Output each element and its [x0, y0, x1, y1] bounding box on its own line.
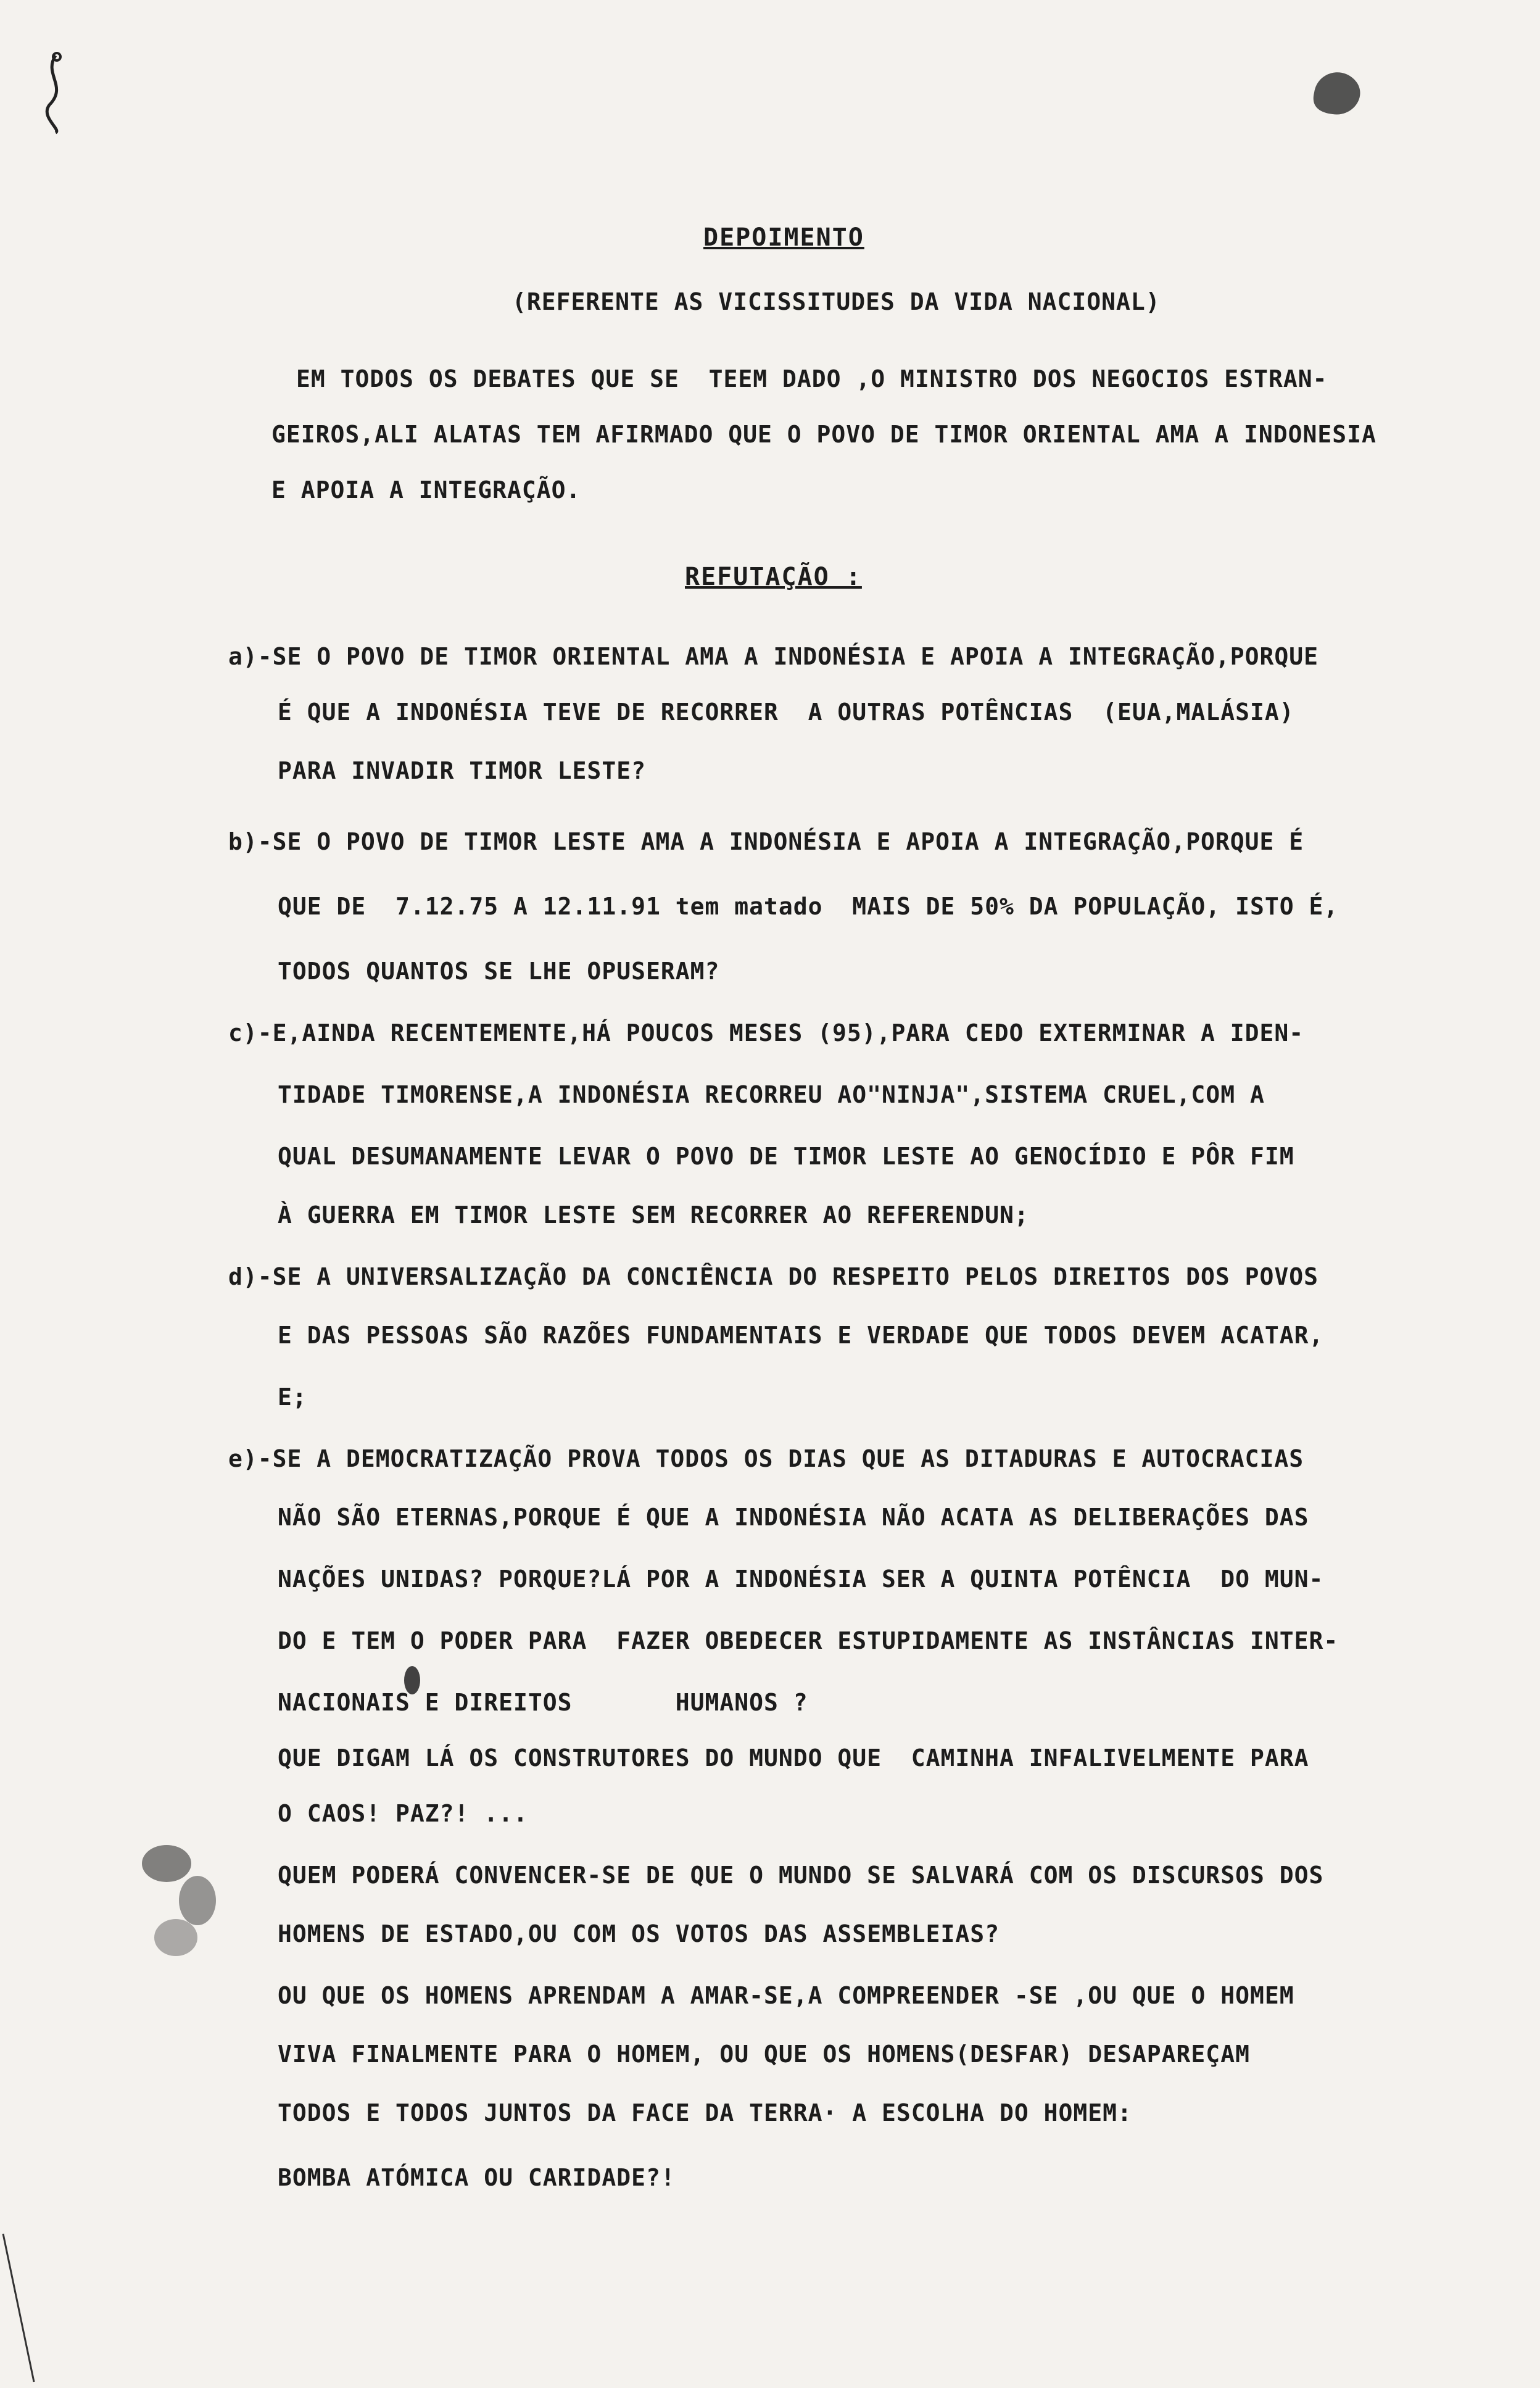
ink-stain — [154, 1919, 197, 1956]
intro-line: E APOIA A INTEGRAÇÃO. — [271, 476, 581, 504]
closing-line: QUE DIGAM LÁ OS CONSTRUTORES DO MUNDO QUE CAMINHA INFALIVELMENTE PARA — [278, 1744, 1309, 1772]
item-e-line: NAÇÕES UNIDAS? PORQUE?LÁ POR A INDONÉSIA SER A QUINTA POTÊNCIA DO MUN- — [278, 1565, 1324, 1593]
ink-stain — [179, 1876, 216, 1925]
ink-stain — [142, 1845, 191, 1882]
item-c-line: QUAL DESUMANAMENTE LEVAR O POVO DE TIMOR LESTE AO GENOCÍDIO E PÔR FIM — [278, 1143, 1294, 1170]
intro-line: EM TODOS OS DEBATES QUE SE TEEM DADO ,O MINISTRO DOS NEGOCIOS ESTRAN- — [296, 365, 1328, 392]
closing-line: OU QUE OS HOMENS APRENDAM A AMAR-SE,A COMPREENDER -SE ,OU QUE O HOMEM — [278, 1982, 1294, 2009]
item-e-line: NACIONAIS E DIREITOS HUMANOS ? — [278, 1689, 808, 1716]
intro-line: GEIROS,ALI ALATAS TEM AFIRMADO QUE O POVO DE TIMOR ORIENTAL AMA A INDONESIA — [271, 421, 1376, 448]
document-subtitle: (REFERENTE AS VICISSITUDES DA VIDA NACIONAL) — [512, 288, 1161, 315]
closing-line: TODOS E TODOS JUNTOS DA FACE DA TERRA· A ESCOLHA DO HOMEM: — [278, 2099, 1132, 2126]
closing-line: BOMBA ATÓMICA OU CARIDADE?! — [278, 2164, 676, 2191]
edge-mark — [0, 2221, 37, 2388]
item-e-line: e)-SE A DEMOCRATIZAÇÃO PROVA TODOS OS DIAS QUE AS DITADURAS E AUTOCRACIAS — [228, 1445, 1304, 1472]
item-b-line: QUE DE 7.12.75 A 12.11.91 tem matado MAIS DE 50% DA POPULAÇÃO, ISTO É, — [278, 893, 1339, 920]
item-b-line: TODOS QUANTOS SE LHE OPUSERAM? — [278, 958, 720, 985]
item-e-line: DO E TEM O PODER PARA FAZER OBEDECER ESTUPIDAMENTE AS INSTÂNCIAS INTER- — [278, 1627, 1339, 1654]
ink-blot-mark — [1302, 62, 1370, 123]
item-a-line: PARA INVADIR TIMOR LESTE? — [278, 757, 646, 784]
item-e-line: NÃO SÃO ETERNAS,PORQUE É QUE A INDONÉSIA NÃO ACATA AS DELIBERAÇÕES DAS — [278, 1504, 1309, 1531]
item-d-line: E; — [278, 1383, 307, 1411]
section-heading: REFUTAÇÃO : — [685, 563, 862, 591]
item-a-line: É QUE A INDONÉSIA TEVE DE RECORRER A OUTRAS POTÊNCIAS (EUA,MALÁSIA) — [278, 699, 1294, 726]
item-d-line: E DAS PESSOAS SÃO RAZÕES FUNDAMENTAIS E VERDADE QUE TODOS DEVEM ACATAR, — [278, 1322, 1324, 1349]
item-a-line: a)-SE O POVO DE TIMOR ORIENTAL AMA A INDONÉSIA E APOIA A INTEGRAÇÃO,PORQUE — [228, 643, 1319, 670]
item-c-line: TIDADE TIMORENSE,A INDONÉSIA RECORREU AO"NINJA",SISTEMA CRUEL,COM A — [278, 1081, 1265, 1108]
item-c-line: À GUERRA EM TIMOR LESTE SEM RECORRER AO REFERENDUN; — [278, 1201, 1029, 1229]
closing-line: HOMENS DE ESTADO,OU COM OS VOTOS DAS ASSEMBLEIAS? — [278, 1920, 1000, 1947]
item-d-line: d)-SE A UNIVERSALIZAÇÃO DA CONCIÊNCIA DO RESPEITO PELOS DIREITOS DOS POVOS — [228, 1263, 1319, 1290]
document-title: DEPOIMENTO — [703, 223, 864, 252]
closing-line: VIVA FINALMENTE PARA O HOMEM, OU QUE OS HOMENS(DESFAR) DESAPAREÇAM — [278, 2041, 1250, 2068]
closing-line: O CAOS! PAZ?! ... — [278, 1800, 528, 1827]
item-b-line: b)-SE O POVO DE TIMOR LESTE AMA A INDONÉSIA E APOIA A INTEGRAÇÃO,PORQUE É — [228, 828, 1304, 855]
closing-line: QUEM PODERÁ CONVENCER-SE DE QUE O MUNDO SE SALVARÁ COM OS DISCURSOS DOS — [278, 1862, 1324, 1889]
handwritten-mark — [37, 49, 74, 136]
item-c-line: c)-E,AINDA RECENTEMENTE,HÁ POUCOS MESES (95),PARA CEDO EXTERMINAR A IDEN- — [228, 1019, 1304, 1047]
